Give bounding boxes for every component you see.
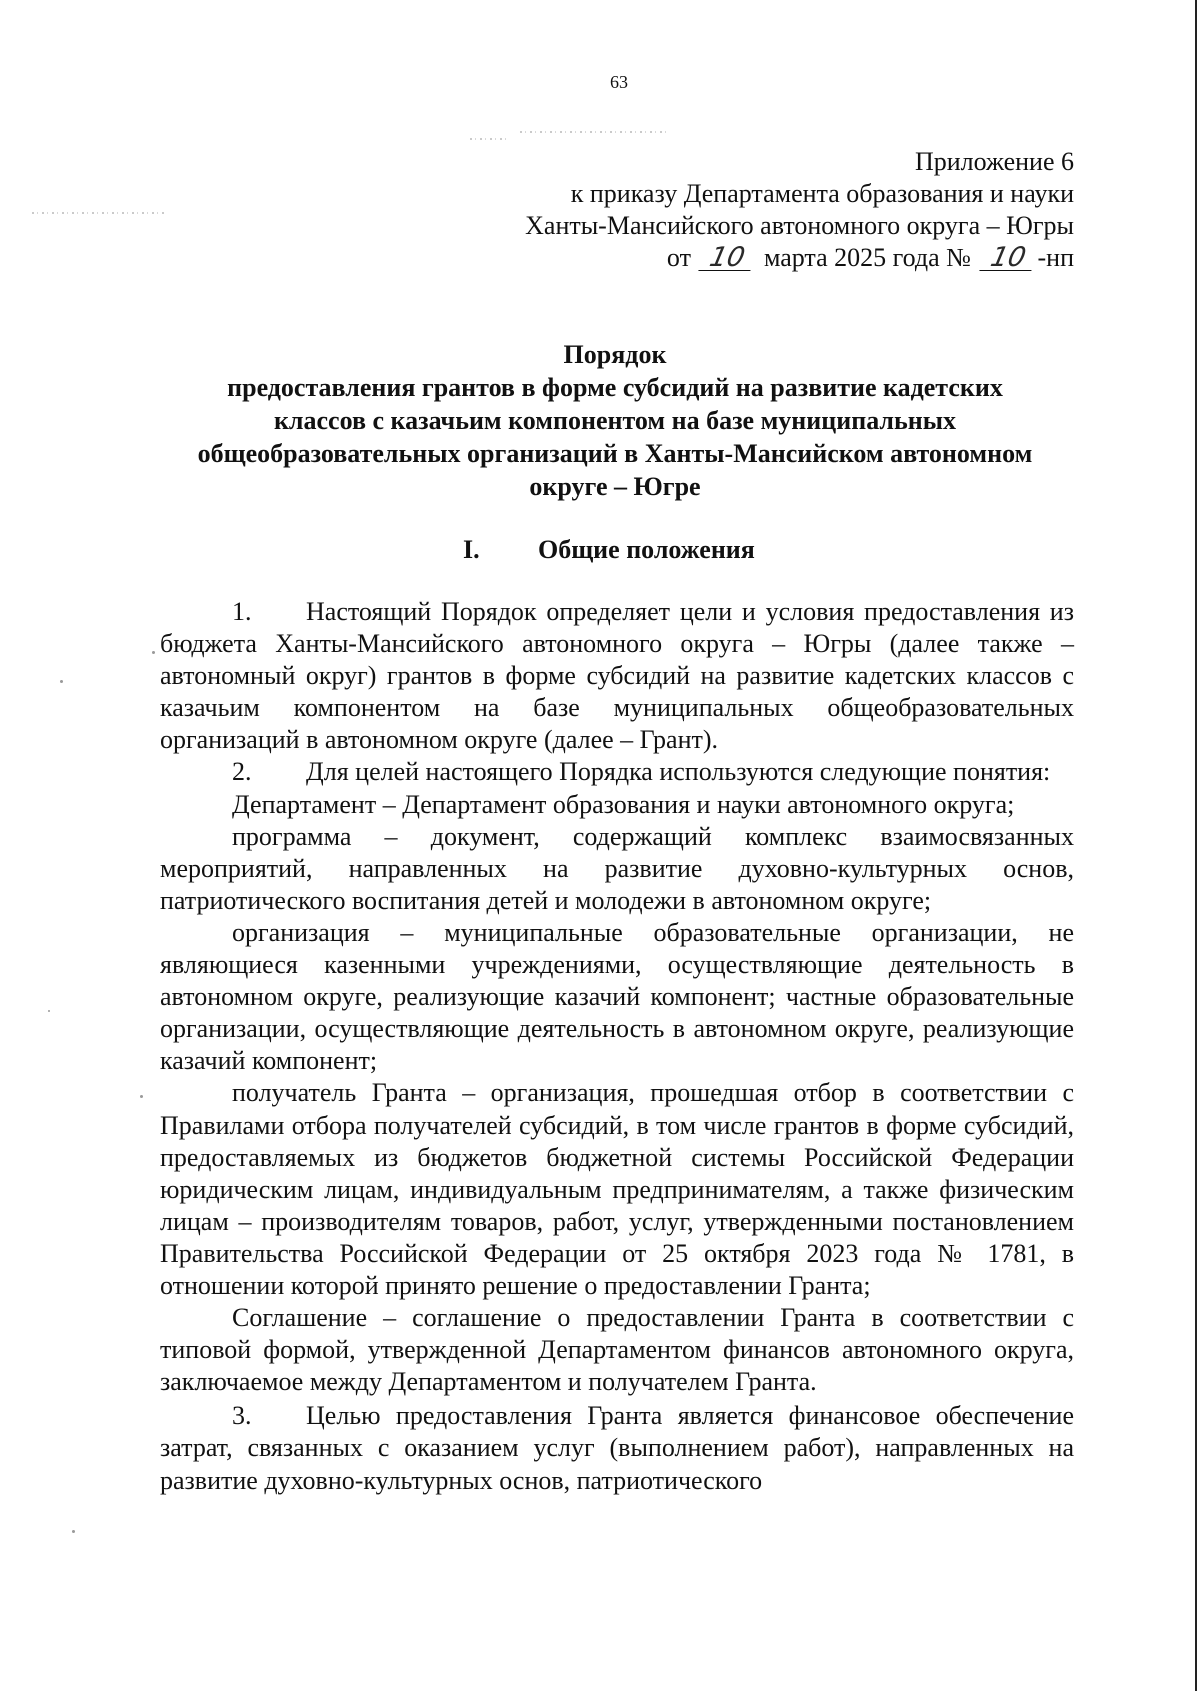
section-title: Общие положения — [538, 535, 755, 564]
definition-program: программа – документ, содержащий комплекс взаимосвязанных мероприятий, направленных на развитие духовно-культурных основ, патриотического воспитания детей и молодежи в автономном округе; — [160, 821, 1074, 915]
date-rest: марта 2025 года № — [763, 243, 971, 272]
definition-agreement: Соглашение – соглашение о предоставлении Гранта в соответствии с типовой формой, утвержденной Департаментом финансов автономного округа, заключаемое между Департаментом и получателем Гранта. — [160, 1303, 1074, 1397]
handwritten-order-number: 10 — [979, 246, 1036, 271]
scan-speck — [140, 1095, 143, 1098]
definition-department: Департамент – Департамент образования и науки автономного округа; — [232, 789, 1015, 819]
scan-speck — [152, 651, 155, 654]
document-title — [160, 338, 1070, 503]
title-line-4: общеобразовательных организаций в Ханты-Мансийском автономном — [197, 439, 1033, 468]
paragraph-number: 3. — [232, 1401, 252, 1431]
paragraph-text: Для целей настоящего Порядка используются следующие понятия: — [306, 757, 1051, 787]
paragraph-1 — [160, 596, 1074, 756]
title-line-2: предоставления грантов в форме субсидий на развитие кадетских — [227, 373, 1003, 402]
scan-speck — [48, 1010, 50, 1012]
paragraph-number: 1. — [232, 597, 252, 626]
scan-speck — [72, 1530, 75, 1533]
paragraph-number: 2. — [232, 757, 252, 787]
scan-artifact — [32, 212, 167, 214]
scan-speck — [60, 680, 63, 683]
annex-date-line — [525, 242, 1074, 274]
title-line-3: классов с казачьим компонентом на базе муниципальных — [273, 406, 957, 435]
annex-title: Приложение 6 — [914, 147, 1074, 176]
date-prefix: от — [666, 243, 691, 272]
annex-header — [525, 146, 1074, 274]
definition-organization: организация – муниципальные образовательные организации, не являющиеся казенными учреждениями, осуществляющие деятельность в автономном округе, реализующие казачий компонент; частные образовательные организации, осуществляющие деятельность в автономном округе, реализующие казачий компонент; — [160, 917, 1074, 1076]
title-line-1: Порядок — [563, 340, 667, 369]
title-line-5: округе – Югре — [529, 472, 701, 501]
definition-recipient: получатель Гранта – организация, прошедшая отбор в соответствии с Правилами отбора получателей субсидий, в том числе грантов в форме субсидий, предоставляемых из бюджетов бюджетной системы Российской Федерации юридическим лицам, индивидуальным предпринимателям, а также физическим лицам – производителям товаров, работ, услуг, утвержденными постановлением Правительства Российской Федерации от 25 октября 2023 года № 1781, в отношении которой принято решение о предоставлении Гранта; — [160, 1078, 1074, 1300]
paragraph-2 — [160, 756, 1074, 788]
body-text — [160, 596, 1074, 1497]
handwritten-day: 10 — [699, 246, 756, 271]
page-number: 63 — [610, 72, 628, 92]
scan-border — [1195, 0, 1197, 1691]
annex-order-ref: к приказу Департамента образования и науки — [570, 179, 1074, 208]
scan-artifact — [520, 131, 670, 133]
annex-region: Ханты-Мансийского автономного округа – Югры — [525, 211, 1074, 240]
paragraph-3 — [160, 1400, 1074, 1496]
section-number: I. — [463, 535, 480, 564]
scan-artifact — [470, 138, 510, 140]
order-suffix: -нп — [1037, 243, 1074, 272]
paragraph-text: Целью предоставления Гранта является финансовое обеспечение затрат, связанных с оказанием услуг (выполнением работ), направленных на развитие духовно-культурных основ, патриотического — [160, 1401, 1074, 1495]
paragraph-text: Настоящий Порядок определяет цели и условия предоставления из бюджета Ханты-Мансийского автономного округа – Югры (далее также – автономный округ) грантов в форме субсидий на развитие кадетских классов с казачьим компонентом на базе муниципальных общеобразовательных организаций в автономном округе (далее – Грант). — [160, 597, 1074, 755]
